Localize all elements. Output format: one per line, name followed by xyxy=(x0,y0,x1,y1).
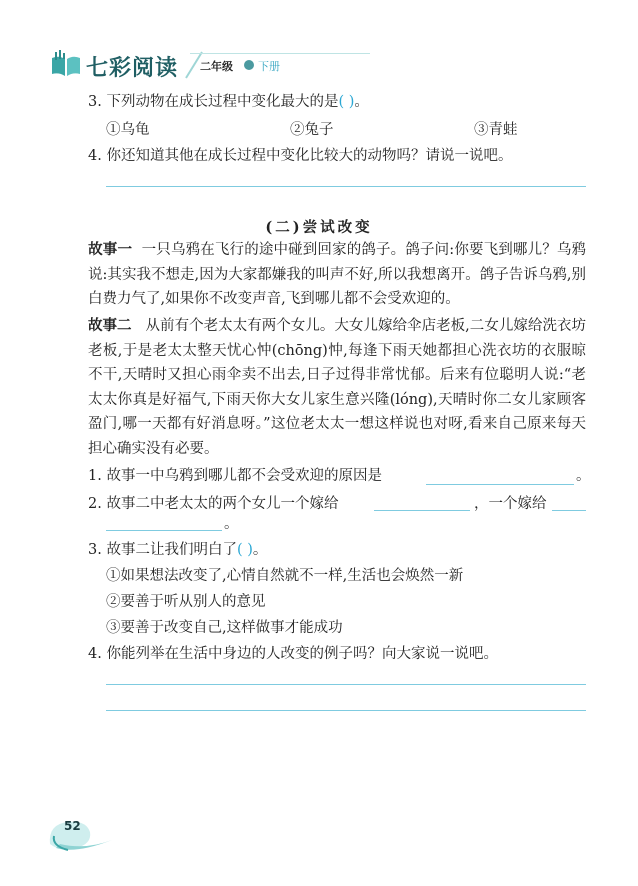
answer-paren[interactable]: ( ) xyxy=(236,542,253,558)
bullet-dot-icon xyxy=(244,60,254,70)
page-badge-icon xyxy=(46,814,116,854)
question-stem: 1. 故事一中乌鸦到哪儿都不会受欢迎的原因是 xyxy=(88,468,382,484)
answer-line[interactable] xyxy=(106,530,222,531)
option-3[interactable]: ③要善于改变自己,这样做事才能成功 xyxy=(106,620,343,636)
answer-line[interactable] xyxy=(106,186,586,187)
story-1-label: 故事一 xyxy=(88,242,133,258)
part2-question-3 xyxy=(88,540,267,560)
answer-paren[interactable]: ( ) xyxy=(338,94,355,110)
part1-question-4: 4. 你还知道其他在成长过程中变化比较大的动物吗？请说一说吧。 xyxy=(88,148,513,164)
option-1[interactable]: ①如果想法改变了,心情自然就不一样,生活也会焕然一新 xyxy=(106,568,464,584)
story-1-text: 一只乌鸦在飞行的途中碰到回家的鸽子。鸽子问:你要飞到哪儿？乌鸦说:其实我不想走,因为大家都嫌我的叫声不好,所以我想离开。鸽子告诉乌鸦,别白费力气了,如果你不改变声音,飞到哪儿都不会受欢迎的。 xyxy=(88,242,587,307)
option-1[interactable]: ①乌龟 xyxy=(106,122,150,138)
answer-line[interactable] xyxy=(106,710,586,711)
story-1 xyxy=(88,238,586,312)
header-rule xyxy=(190,53,370,54)
part2-question-2: 2. 故事二中老太太的两个女儿一个嫁给 xyxy=(88,496,339,512)
question-end: 。 xyxy=(252,542,268,558)
option-2[interactable]: ②兔子 xyxy=(290,122,334,138)
question-stem: 3. 下列动物在成长过程中变化最大的是 xyxy=(88,94,339,110)
option-2[interactable]: ②要善于听从别人的意见 xyxy=(106,594,266,610)
answer-line[interactable] xyxy=(426,484,574,485)
series-title: 七彩阅读 xyxy=(86,56,179,81)
answer-line[interactable] xyxy=(552,510,586,511)
section-title: (二)尝试改变 xyxy=(265,219,373,236)
story-2-text: 从前有个老太太有两个女儿。大女儿嫁给伞店老板,二女儿嫁给洗衣坊老板,于是老太太整天忧心忡(chōng)忡,每逢下雨天她都担心洗衣坊的衣服晾不干,天晴时又担心雨伞卖不出去,日子过得非常忧郁。后来有位聪明人说:“老太太你真是好福气,下雨天你大女儿家生意兴隆(lóng),天晴时你二女儿家顾客盈门,哪一天都有好消息呀。”这位老太太一想这样说也对呀,看来自己原来每天担心确实没有必要。 xyxy=(88,318,587,457)
part1-question-3 xyxy=(88,92,369,112)
page-number: 52 xyxy=(64,819,81,833)
question-mid: ，一个嫁给 xyxy=(474,496,547,512)
volume-label: 下册 xyxy=(258,60,280,73)
book-icon xyxy=(50,50,82,80)
question-end: 。 xyxy=(354,94,369,110)
answer-line[interactable] xyxy=(106,684,586,685)
question-end: 。 xyxy=(576,468,591,484)
question-stem: 3. 故事二让我们明白了 xyxy=(88,542,237,558)
grade-label: 二年级 xyxy=(200,60,233,73)
story-2-label: 故事二 xyxy=(88,318,132,334)
story-2 xyxy=(88,314,586,461)
question-end: 。 xyxy=(224,516,239,532)
answer-line[interactable] xyxy=(374,510,470,511)
part2-question-4: 4. 你能列举在生活中身边的人改变的例子吗？向大家说一说吧。 xyxy=(88,646,498,662)
page-header xyxy=(50,50,590,90)
option-3[interactable]: ③青蛙 xyxy=(474,122,518,138)
part2-question-1 xyxy=(88,466,382,486)
